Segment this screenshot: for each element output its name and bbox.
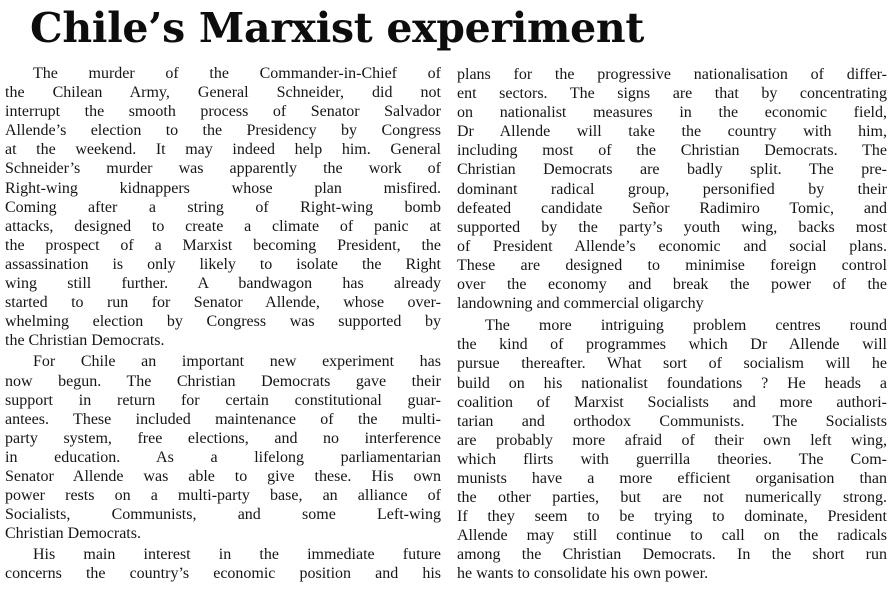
text-line: Socialists, Communists, and some Left-wing <box>5 506 441 524</box>
text-line: over the economy and break the power of the <box>457 276 887 294</box>
text-line: Christian Democrats. <box>5 525 141 543</box>
article-headline: Chile’s Marxist experiment <box>30 4 645 52</box>
text-line: Senator Allende was able to give these. His own <box>5 467 441 485</box>
text-line: pursue thereafter. What sort of socialism will he <box>457 355 887 373</box>
text-line: These are designed to minimise foreign control <box>457 256 887 274</box>
text-line: are probably more afraid of their own left wing, <box>457 431 887 449</box>
text-line: on nationalist measures in the economic field, <box>457 104 887 122</box>
text-line: attacks, designed to create a climate of panic at <box>5 217 441 235</box>
text-line: power rests on a multi-party base, an alliance of <box>5 487 441 505</box>
text-line: build on his nationalist foundations ? He heads a <box>457 374 887 392</box>
text-line: antees. These included maintenance of the multi- <box>5 410 441 428</box>
paragraph-2 <box>5 352 441 543</box>
text-line: Christian Democrats are badly split. The pre- <box>457 161 887 179</box>
text-line: whelming election by Congress was supported by <box>5 313 441 331</box>
text-line: For Chile an important new experiment has <box>33 353 441 371</box>
text-line: Allende may still continue to call on the radicals <box>457 527 887 545</box>
text-line: The murder of the Commander-in-Chief of <box>33 65 441 82</box>
paragraph-3 <box>5 545 441 583</box>
text-line: supported by the party’s youth wing, backs most <box>457 218 887 236</box>
text-line: landowning and commercial oligarchy <box>457 295 704 313</box>
article-column-left <box>5 64 441 584</box>
text-line: party system, free elections, and no interference <box>5 429 441 447</box>
text-line: the prospect of a Marxist becoming President, the <box>5 236 441 254</box>
text-line: munists have a more efficient organisation than <box>457 469 887 487</box>
paragraph-3-continued <box>457 65 887 313</box>
text-line: the other parties, but are not numerically strong. <box>457 489 887 507</box>
text-line: If they seem to be trying to dominate, President <box>457 508 887 526</box>
paragraph-1 <box>5 64 441 350</box>
text-line: dominant radical group, personified by their <box>457 180 887 198</box>
text-line: support in return for certain constitutional guar- <box>5 391 441 409</box>
paragraph-4 <box>457 316 887 583</box>
text-line: Right-wing kidnappers whose plan misfired. <box>5 179 441 197</box>
article-column-right <box>457 65 887 584</box>
text-line: among the Christian Democrats. In the short run <box>457 546 887 564</box>
text-line: coalition of Marxist Socialists and more authori- <box>457 393 887 411</box>
text-line: started to run for Senator Allende, whose over- <box>5 294 441 312</box>
text-line: interrupt the smooth process of Senator Salvador <box>5 103 441 121</box>
text-line: at the weekend. It may indeed help him. General <box>5 141 441 159</box>
text-line: The more intriguing problem centres round <box>485 317 887 335</box>
text-line: defeated candidate Señor Radimiro Tomic, and <box>457 199 887 217</box>
text-line: assassination is only likely to isolate the Right <box>5 255 441 273</box>
text-line: Allende’s election to the Presidency by Congress <box>5 122 441 140</box>
text-line: tarian and orthodox Communists. The Socialists <box>457 412 887 430</box>
text-line: Coming after a string of Right-wing bomb <box>5 198 441 216</box>
text-line: of President Allende’s economic and social plans. <box>457 237 887 255</box>
text-line: which flirts with guerrilla theories. The Com- <box>457 450 887 468</box>
text-line: in education. As a lifelong parliamentarian <box>5 448 441 466</box>
text-line: he wants to consolidate his own power. <box>457 565 709 583</box>
text-line: ent sectors. The signs are that by concentrating <box>457 85 887 103</box>
text-line: concerns the country’s economic position and his <box>5 565 441 583</box>
text-line: now begun. The Christian Democrats gave their <box>5 372 441 390</box>
text-line: wing still further. A bandwagon has already <box>5 275 441 293</box>
text-line: the Chilean Army, General Schneider, did not <box>5 84 441 102</box>
text-line: including most of the Christian Democrats. The <box>457 142 887 160</box>
text-line: the Christian Democrats. <box>5 332 165 350</box>
text-line: His main interest in the immediate future <box>33 546 441 564</box>
text-line: plans for the progressive nationalisation of differ- <box>457 66 887 83</box>
text-line: the kind of programmes which Dr Allende will <box>457 336 887 354</box>
text-line: Dr Allende will take the country with him, <box>457 123 887 141</box>
text-line: Schneider’s murder was apparently the work of <box>5 160 441 178</box>
